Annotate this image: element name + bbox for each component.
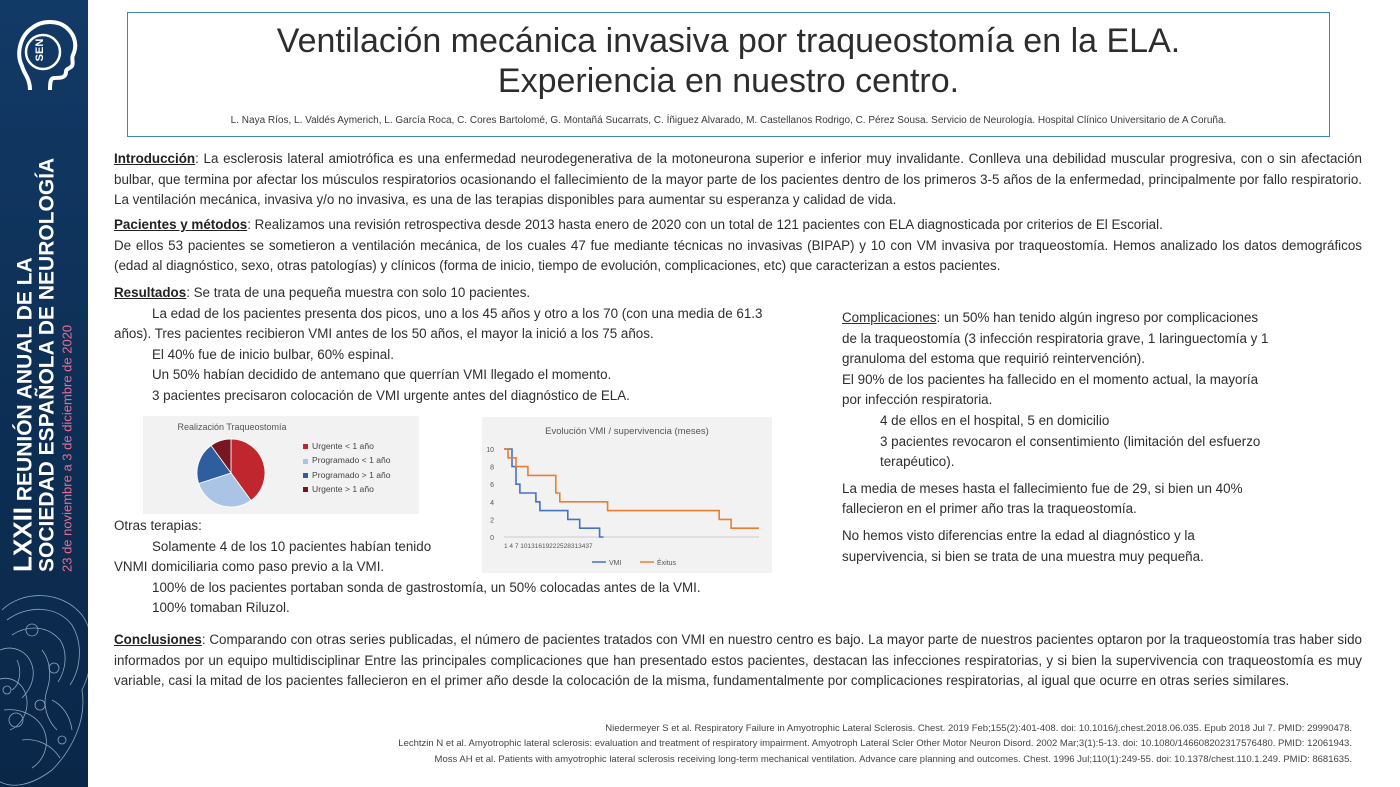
results-urgent: 3 pacientes precisaron colocación de VMI urgente antes del diagnóstico de ELA. (152, 387, 630, 403)
complications-line: La media de meses hasta el fallecimiento fue de 29, si bien un 40% (842, 480, 1243, 496)
complications-heading: Complicaciones (842, 310, 937, 325)
complications-line: terapéutico). (880, 454, 955, 470)
legend-swatch-icon (303, 487, 308, 492)
other-therapies-riluzole: 100% tomaban Riluzol. (152, 600, 290, 616)
legend-swatch-icon (303, 459, 308, 464)
poster-title (128, 21, 1329, 101)
complications-line: 3 pacientes revocaron el consentimiento (limitación del esfuerzo (880, 433, 1261, 449)
line-chart-title: Evolución VMI / supervivencia (meses) (545, 426, 709, 437)
results-section (114, 283, 804, 407)
conclusions-heading: Conclusiones (114, 632, 202, 647)
congress-number: LXXII (7, 506, 38, 572)
legend-label: Programado < 1 año (312, 455, 391, 466)
complications-line: de la traqueostomía (3 infección respiratoria grave, 1 laringuectomía y 1 (842, 330, 1269, 346)
other-therapies-gastrostomy: 100% de los pacientes portaban sonda de gastrostomía, un 50% colocadas antes de la VMI. (152, 579, 701, 595)
y-tick-label: 10 (486, 447, 494, 454)
x-tick-labels: 1 4 7 10131619222528313437 (504, 543, 593, 550)
conclusions-text: : Comparando con otras series publicadas, el número de pacientes tratados con VMI en nuestro centro es bajo. La mayor parte de nuestros pacientes optaron por la traqueostomía tras haber sido informados por un equipo multidisciplinar Entre las principales complicaciones que han presentado estos pacientes, destacan las infecciones respiratorias, y si bien la supervivencia con traqueostomía es muy variable, casi la mitad de los pacientes fallecieron en el primer año desde la colocación de la misma, fundamentalmente por complicaciones respiratorias, al igual que ocurre en otras series similares. (114, 632, 1362, 689)
complications-line: por infección respiratoria. (842, 392, 993, 408)
legend-label: Programado > 1 año (312, 469, 391, 480)
y-tick-label: 6 (490, 482, 494, 490)
complications-line: : un 50% han tenido algún ingreso por complicaciones (936, 310, 1259, 325)
complications-line: No hemos visto diferencias entre la edad al diagnóstico y la (842, 527, 1195, 543)
y-tick-label: 8 (490, 464, 494, 472)
complications-line: fallecieron en el primer año tras la traqueostomía. (842, 501, 1137, 517)
sen-logo (10, 14, 80, 96)
title-line-1: Ventilación mecánica invasiva por traqueostomía en la ELA. (276, 22, 1181, 60)
complications-line: supervivencia, si bien se trata de una muestra muy pequeña. (842, 548, 1204, 564)
pie-legend-item (303, 468, 391, 482)
complications-section (842, 308, 1352, 567)
other-therapies-heading: Otras terapias: (114, 518, 202, 533)
title-line-2: Experiencia en nuestro centro. (497, 62, 960, 100)
results-onset: El 40% fue de inicio bulbar, 60% espinal. (152, 346, 394, 362)
pie-legend (303, 439, 391, 496)
y-tick-label: 2 (490, 517, 494, 525)
pie-svg (191, 433, 271, 513)
pie-legend-item (303, 453, 391, 467)
congress-dates: 23 de noviembre a 3 de diciembre de 2020 (59, 324, 75, 572)
reference-item: Moss AH et al. Patients with amyotrophic lateral sclerosis receiving long-term mechanical ventilation. Advance care planning and outcomes. Chest. 1996 Jul;110(1):249-55. doi: 10.1378/chest.110.1.249. PMID: 8681635. (434, 753, 1352, 765)
other-therapies-vnmi-2: VNMI domiciliaria como paso previo a la VMI. (114, 559, 385, 575)
legend-label: Urgente > 1 año (312, 483, 374, 494)
complications-line: granuloma del estoma que requirió reintervención). (842, 351, 1145, 367)
pie-legend-item (303, 482, 391, 496)
complications-line: 4 de ellos en el hospital, 5 en domicilio (880, 412, 1110, 428)
y-tick-label: 0 (490, 535, 494, 542)
y-tick-label: 4 (490, 499, 494, 507)
methods-text-1: : Realizamos una revisión retrospectiva desde 2013 hasta enero de 2020 con un total de 121 pacientes con ELA diagnosticada por criterios de El Escorial. (247, 217, 1163, 232)
other-therapies-vnmi-1: Solamente 4 de los 10 pacientes habían tenido (152, 538, 432, 554)
pie-title: Realización Traqueostomía (177, 422, 287, 432)
intro-text: : La esclerosis lateral amiotrófica es una enfermedad neurodegenerativa de la motoneurona superior e inferior muy invalidante. Conlleva una debilidad muscular progresiva, con o sin afectación bulbar, que termina por afectar los músculos respiratorios ocasionando el fallecimiento de la mayor parte de los pacientes dentro de los primeros 3-5 años de la enfermedad, principalmente por fallo respiratorio. La ventilación mecánica, invasiva y/o no invasiva, es una de las terapias disponibles para aumentar su esperanza y calidad de vida. (114, 151, 1362, 208)
other-therapies-section (114, 516, 804, 619)
legend-swatch-icon (303, 444, 308, 449)
tracheostomy-pie-chart (143, 416, 419, 514)
legend-label: Urgente < 1 año (312, 441, 374, 451)
conclusions-section (114, 630, 1362, 692)
intro-heading: Introducción (114, 151, 196, 166)
results-age-paragraph: La edad de los pacientes presenta dos picos, uno a los 45 años y otro a los 70 (con una media de 61.3 años). Tres pacientes recibieron VMI antes de los 50 años, el mayor la inició a los 75 años. (114, 305, 763, 342)
legend-label: VMI (609, 560, 622, 567)
congress-line2: SOCIEDAD ESPAÑOLA DE NEUROLOGÍA (35, 157, 59, 572)
legend-swatch-icon (303, 473, 308, 478)
reference-item: Lechtzin N et al. Amyotrophic lateral sclerosis: evaluation and treatment of respiratory impairment. Amyotroph Lateral Scler Other Motor Neuron Disord. 2002 Mar;3(1):5-13. doi: 10.1080/146608202317576480. PMID: 12061943. (398, 738, 1352, 750)
results-decision: Un 50% habían decidido de antemano que querrían VMI llegado el momento. (152, 367, 612, 383)
reference-item: Niedermeyer S et al. Respiratory Failure in Amyotrophic Lateral Sclerosis. Chest. 2019 Feb;155(2):401-408. doi: 10.1016/j.chest.2018.06.035. Epub 2018 Jul 7. PMID: 29990478. (605, 723, 1352, 734)
results-heading: Resultados (114, 285, 187, 300)
methods-section (114, 215, 1362, 277)
methods-text-2: De ellos 53 pacientes se sometieron a ventilación mecánica, de los cuales 47 fue mediante técnicas no invasivas (BIPAP) y 10 con VM invasiva por traqueostomía. Hemos analizado los datos demográficos (edad al diagnóstico, sexo, otras patologías) y clínicos (forma de inicio, tiempo de evolución, complicaciones, etc) que caracterizan a estos pacientes. (114, 237, 1362, 274)
complications-line: El 90% de los pacientes ha fallecido en el momento actual, la mayoría (842, 371, 1259, 387)
logo-text: SEN (34, 38, 46, 62)
authors-line: L. Naya Ríos, L. Valdés Aymerich, L. García Roca, C. Cores Bartolomé, G. Montañá Sucarrats, C. Íñiguez Alvarado, M. Castellanos Rodrigo, C. Pérez Sousa. Servicio de Neurología. Hospital Clínico Universitario de A Coruña. (230, 115, 1227, 126)
sidebar-banner (0, 0, 88, 787)
references (398, 721, 1352, 767)
congress-line1: REUNIÓN ANUAL DE LA (13, 257, 37, 502)
methods-heading: Pacientes y métodos (114, 217, 248, 232)
legend-label: Éxitus (657, 560, 677, 567)
results-intro: : Se trata de una pequeña muestra con solo 10 pacientes. (186, 285, 531, 300)
title-box (127, 12, 1330, 137)
intro-section (114, 149, 1362, 211)
pie-legend-item (303, 439, 391, 453)
brain-illustration-icon (0, 590, 88, 787)
